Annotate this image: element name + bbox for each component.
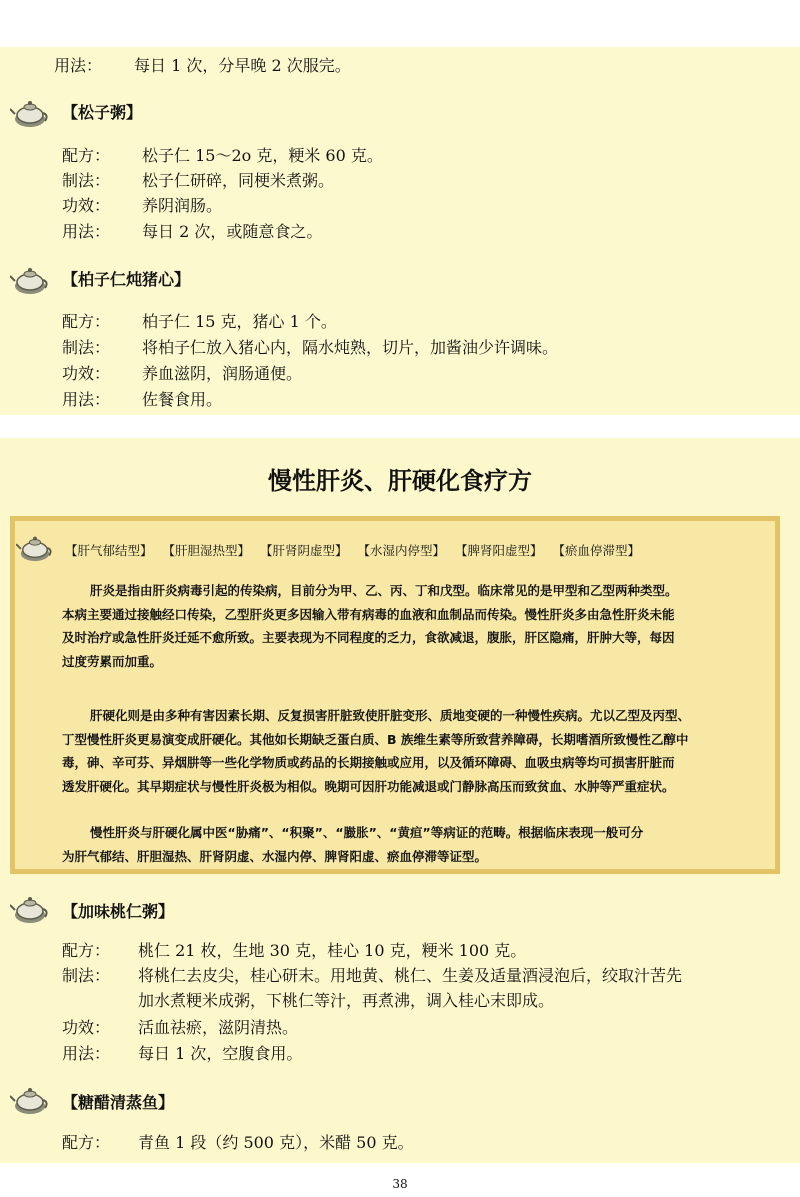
intro-paragraph [62, 821, 772, 868]
line-label: 制法： [62, 338, 111, 357]
teapot-icon [10, 1082, 50, 1116]
paragraph-line: 本病主要通过接触经口传染，乙型肝炎更多因输入带有病毒的血液和血制品而传染。慢性肝炎多由急性肝炎未能 [62, 606, 675, 622]
paragraph-line: 丁型慢性肝炎更易演变成肝硬化。其他如长期缺乏蛋白质、B 族维生素等所致营养障碍，长期嗜酒所致慢性乙醇中 [62, 731, 689, 747]
line-label: 配方： [62, 1133, 111, 1152]
syndrome-type: 【肝气郁结型】 [65, 543, 153, 558]
line-label: 制法： [62, 171, 111, 190]
line-value: 养阴润肠。 [142, 196, 223, 215]
recipe-title: 【加味桃仁粥】 [62, 902, 175, 921]
line-label: 功效： [62, 364, 111, 383]
line-label: 用法： [62, 1044, 111, 1063]
line-label: 配方： [62, 146, 111, 165]
paragraph-line: 毒，砷、辛可芬、异烟肼等一些化学物质或药品的长期接触或应用，以及循环障碍、血吸虫病等均可损害肝脏而 [62, 755, 675, 770]
line-value: 佐餐食用。 [142, 390, 223, 409]
syndrome-type: 【水湿内停型】 [357, 543, 446, 558]
intro-paragraph [62, 579, 772, 673]
syndrome-type: 【瘀血停滞型】 [552, 543, 641, 558]
line-value: 每日 1 次，分早晚 2 次服完。 [134, 56, 351, 75]
line-value: 每日 1 次，空腹食用。 [138, 1044, 303, 1063]
line-value: 桃仁 21 枚，生地 30 克，桂心 10 克，粳米 100 克。 [138, 941, 527, 960]
line-value: 青鱼 1 段（约 500 克），米醋 50 克。 [138, 1133, 414, 1152]
section-heading: 慢性肝炎、肝硬化食疗方 [268, 467, 532, 495]
line-label: 配方： [62, 312, 111, 331]
line-label: 功效： [62, 196, 111, 215]
recipe-title: 【柏子仁炖猪心】 [62, 270, 191, 289]
paragraph-line: 透发肝硬化。其早期症状与慢性肝炎极为相似。晚期可因肝功能减退或门静脉高压而致贫血、水肿等严重症状。 [62, 778, 675, 794]
page-number: 38 [392, 1177, 408, 1191]
paragraph-line: 为肝气郁结、肝胆湿热、肝肾阴虚、水湿内停、脾肾阳虚、瘀血停滞等证型。 [62, 848, 488, 864]
line-value: 松子仁 15～2o 克，粳米 60 克。 [142, 146, 383, 165]
teapot-icon [10, 95, 50, 129]
line-value: 活血祛瘀，滋阴清热。 [138, 1018, 299, 1037]
line-label: 制法： [62, 966, 111, 985]
teapot-icon [10, 262, 50, 296]
paragraph-line: 慢性肝炎与肝硬化属中医“胁痛”、“积聚”、“臌胀”、“黄疸”等病证的范畴。根据临床表现一般可分 [90, 825, 644, 840]
syndrome-type: 【肝肾阴虚型】 [260, 543, 348, 558]
syndrome-type: 【肝胆湿热型】 [162, 543, 251, 558]
teapot-icon [10, 891, 50, 925]
paragraph-line: 及时治疗或急性肝炎迁延不愈所致。主要表现为不同程度的乏力，食欲减退，腹胀，肝区隐痛，肝肿大等，每因 [62, 630, 675, 645]
line-label: 用法： [62, 222, 111, 241]
syndrome-type-list [65, 541, 646, 559]
line-value: 柏子仁 15 克，猪心 1 个。 [142, 312, 337, 331]
line-value: 松子仁研碎，同梗米煮粥。 [142, 171, 335, 190]
intro-paragraph [62, 704, 772, 798]
syndrome-type: 【脾肾阳虚型】 [455, 543, 543, 558]
paragraph-line: 肝硬化则是由多种有害因素长期、反复损害肝脏致使肝脏变形、质地变硬的一种慢性疾病。尤以乙型及丙型、 [90, 708, 691, 723]
line-label: 用法： [54, 56, 103, 75]
line-value: 每日 2 次，或随意食之。 [142, 222, 323, 241]
line-label: 用法： [62, 390, 111, 409]
recipe-title: 【糖醋清蒸鱼】 [62, 1093, 175, 1112]
line-value: 加水煮粳米成粥，下桃仁等汁，再煮沸，调入桂心末即成。 [138, 991, 555, 1010]
line-label: 配方： [62, 941, 111, 960]
line-value: 将柏子仁放入猪心内，隔水炖熟，切片，加酱油少许调味。 [142, 338, 559, 357]
line-value: 将桃仁去皮尖，桂心研末。用地黄、桃仁、生姜及适量酒浸泡后，绞取汁苦先 [138, 966, 683, 985]
recipe-title: 【松子粥】 [62, 103, 143, 122]
line-label: 功效： [62, 1018, 111, 1037]
line-value: 养血滋阴，润肠通便。 [142, 364, 303, 383]
paragraph-line: 过度劳累而加重。 [62, 653, 163, 669]
paragraph-line: 肝炎是指由肝炎病毒引起的传染病，目前分为甲、乙、丙、丁和戊型。临床常见的是甲型和乙型两种类型。 [90, 583, 678, 598]
teapot-icon [16, 531, 54, 563]
